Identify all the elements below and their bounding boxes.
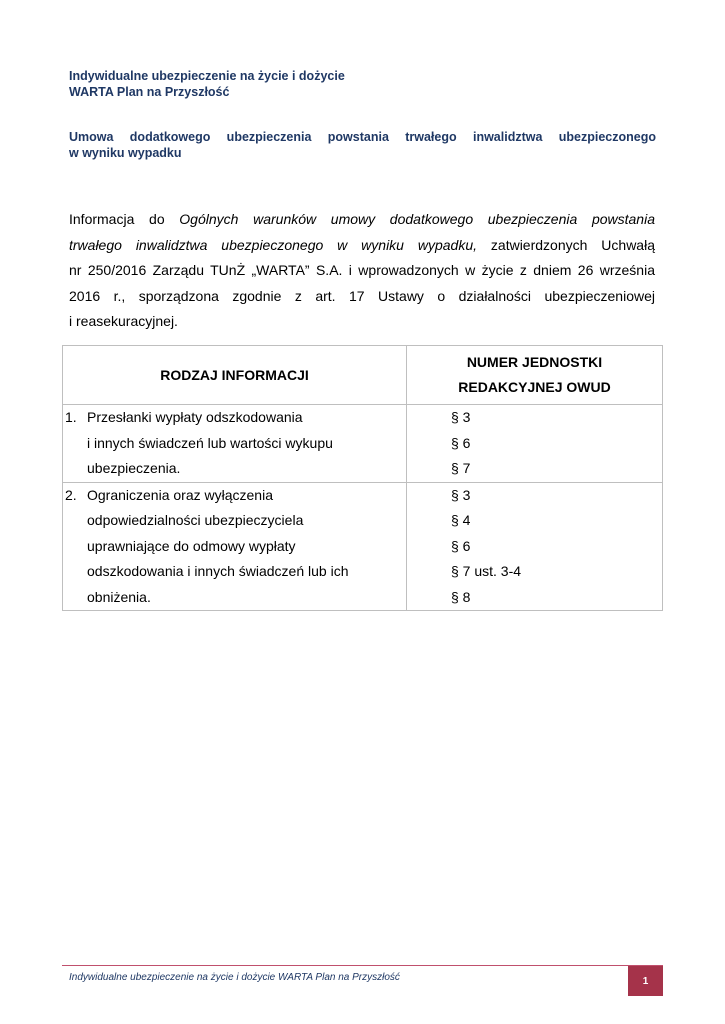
paragraph-ref: § 3 — [451, 409, 471, 425]
footer-divider — [62, 965, 663, 966]
intro-line-2 — [69, 233, 655, 259]
contract-title — [69, 129, 656, 161]
intro-italic-title-cont: trwałego inwalidztwa ubezpieczonego w wyniku wypadku, — [69, 236, 478, 253]
contract-title-line1: Umowa dodatkowego ubezpieczenia powstania trwałego inwalidztwa ubezpieczonego — [69, 130, 656, 144]
intro-paragraph — [69, 207, 655, 335]
column-header-text: REDAKCYJNEJ OWUD — [458, 379, 611, 395]
info-type-cell — [63, 482, 407, 611]
cell-text: obniżenia. — [87, 588, 151, 605]
paragraph-ref: § 6 — [451, 434, 471, 451]
paragraph-ref: § 7 — [451, 460, 471, 476]
cell-text: uprawniające do odmowy wypłaty — [87, 537, 296, 554]
cell-text: Ograniczenia oraz wyłączenia — [87, 486, 273, 503]
row-number: 1. — [65, 409, 77, 425]
information-table — [62, 345, 663, 611]
product-name: Indywidualne ubezpieczenie na życie i dożycie — [69, 69, 345, 83]
table-row — [63, 405, 663, 483]
cell-text: odszkodowania i innych świadczeń lub ich — [87, 563, 349, 579]
paragraph-ref: § 8 — [451, 588, 471, 605]
intro-line-4: 2016 r., sporządzona zgodnie z art. 17 Ustawy o działalności ubezpieczeniowej — [69, 287, 655, 304]
document-header — [69, 68, 345, 100]
cell-text: ubezpieczenia. — [87, 460, 181, 476]
table-header-row — [63, 346, 663, 405]
contract-title-line2: w wyniku wypadku — [69, 146, 182, 160]
column-header-text: RODZAJ INFORMACJI — [160, 366, 309, 383]
intro-line-5: i reasekuracyjnej. — [69, 313, 178, 330]
intro-text: zatwierdzonych Uchwałą — [477, 236, 655, 253]
cell-text: odpowiedzialności ubezpieczyciela — [87, 512, 304, 528]
column-header-unit-number — [407, 346, 663, 405]
unit-number-cell — [407, 405, 663, 483]
column-header-text: NUMER JEDNOSTKI — [466, 354, 603, 370]
column-header-info-type — [63, 346, 407, 405]
page-number: 1 — [642, 975, 649, 987]
table-row — [63, 482, 663, 611]
intro-text: Informacja do — [69, 211, 180, 227]
unit-number-cell — [407, 482, 663, 611]
intro-line-1 — [69, 207, 655, 233]
cell-text: i innych świadczeń lub wartości wykupu — [87, 434, 333, 451]
info-type-cell — [63, 405, 407, 483]
page-number-badge — [628, 966, 663, 996]
product-plan-name: WARTA Plan na Przyszłość — [69, 85, 230, 99]
footer-text: Indywidualne ubezpieczenie na życie i dożycie WARTA Plan na Przyszłość — [69, 972, 400, 983]
paragraph-ref: § 7 ust. 3-4 — [451, 563, 522, 579]
intro-line-3: nr 250/2016 Zarządu TUnŻ „WARTA” S.A. i wprowadzonych w życie z dniem 26 września — [69, 262, 655, 279]
paragraph-ref: § 4 — [451, 512, 471, 528]
cell-text: Przesłanki wypłaty odszkodowania — [87, 409, 303, 425]
paragraph-ref: § 6 — [451, 537, 471, 554]
paragraph-ref: § 3 — [451, 486, 471, 503]
intro-italic-title: Ogólnych warunków umowy dodatkowego ubezpieczenia powstania — [179, 211, 655, 227]
row-number: 2. — [65, 486, 77, 503]
